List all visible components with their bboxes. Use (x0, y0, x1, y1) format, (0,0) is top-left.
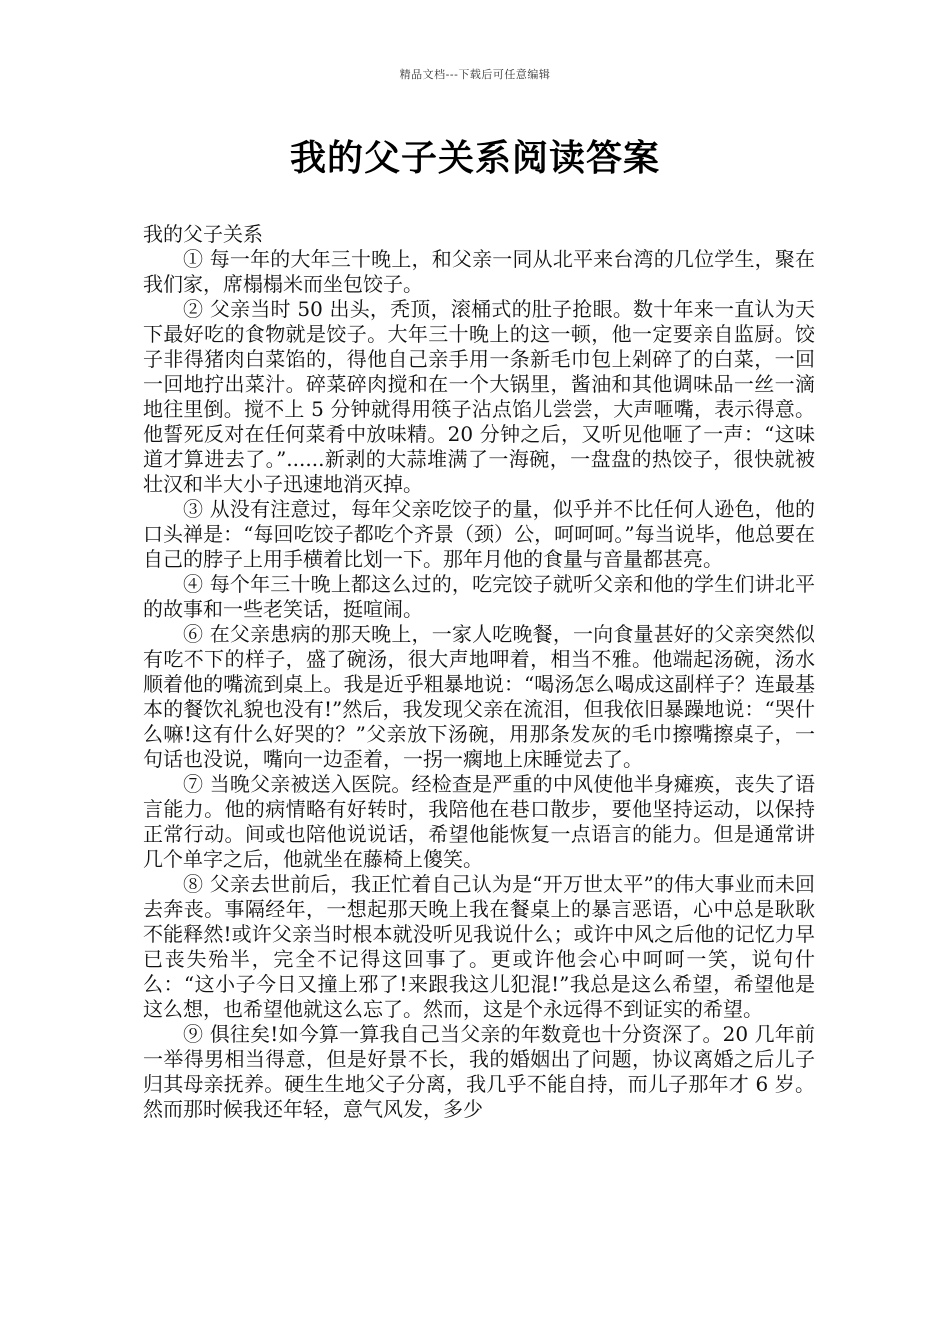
paragraph-8: ⑧ 父亲去世前后，我正忙着自己认为是“开万世太平”的伟大事业而未回去奔丧。事隔经年，一想起那天晚上我在餐桌上的暴言恶语，心中总是耿耿不能释然!或许父亲当时根本就没听见我说什么；或许中风之后他的记忆力早已丧失殆半，完全不记得这回事了。更或许他会心中呵呵一笑，说句什么：“这小子今日又撞上邪了!来跟我这儿犯混!”我总是这么希望，希望他是这么想，也希望他就这么忘了。然而，这是个永远得不到证实的希望。 (143, 872, 815, 1021)
header-note: 精品文档---下载后可任意编辑 (399, 68, 551, 81)
paragraph-2: ② 父亲当时 50 出头，秃顶，滚桶式的肚子抢眼。数十年来一直认为天下最好吃的食物就是饺子。大年三十晚上的这一顿，他一定要亲自监厨。饺子非得猪肉白菜馅的，得他自己亲手用一条新毛巾包上剁碎了的白菜，一回一回地拧出菜汁。碎菜碎肉搅和在一个大锅里，酱油和其他调味品一丝一滴地往里倒。搅不上 5 分钟就得用筷子沾点馅儿尝尝，大声咂嘴，表示得意。他誓死反对在任何菜肴中放味精。20 分钟之后，又听见他咂了一声：“这味道才算进去了。”......新剥的大蒜堆满了一海碗，一盘盘的热饺子，很快就被壮汉和半大小子迅速地消灭掉。 (143, 297, 815, 496)
document-title: 我的父子关系阅读答案 (289, 138, 660, 179)
paragraph-7: ⑦ 当晚父亲被送入医院。经检查是严重的中风使他半身瘫痪，丧失了语言能力。他的病情略有好转时，我陪他在巷口散步，要他坚持运动，以保持正常行动。间或也陪他说说话，希望他能恢复一点语言的能力。但是通常讲几个单字之后，他就坐在藤椅上傻笑。 (143, 772, 815, 871)
article-body (143, 222, 815, 1122)
paragraph-3: ③ 从没有注意过，每年父亲吃饺子的量，似乎并不比任何人逊色，他的口头禅是：“每回吃饺子都吃个齐景（颈）公，呵呵呵。”每当说毕，他总要在自己的脖子上用手横着比划一下。那年月他的食量与音量都甚亮。 (143, 497, 815, 571)
paragraph-6: ⑥ 在父亲患病的那天晚上，一家人吃晚餐，一向食量甚好的父亲突然似有吃不下的样子，盛了碗汤，很大声地呷着，相当不雅。他端起汤碗，汤水顺着他的嘴流到桌上。我是近乎粗暴地说：“喝汤怎么喝成这副样子？连最基本的餐饮礼貌也没有!”然后，我发现父亲在流泪，但我依旧暴躁地说：“哭什么嘛!这有什么好哭的？”父亲放下汤碗，用那条发灰的毛巾擦嘴擦桌子，一句话也没说，嘴向一边歪着，一拐一瘸地上床睡觉去了。 (143, 622, 815, 771)
article-subtitle: 我的父子关系 (143, 222, 263, 246)
paragraph-9: ⑨ 俱往矣!如今算一算我自己当父亲的年数竟也十分资深了。20 几年前一举得男相当得意，但是好景不长，我的婚姻出了问题，协议离婚之后儿子归其母亲抚养。硬生生地父子分离，我几乎不能自持，而儿子那年才 6 岁。然而那时候我还年轻，意气风发，多少 (143, 1022, 815, 1121)
paragraph-4: ④ 每个年三十晚上都这么过的，吃完饺子就听父亲和他的学生们讲北平的故事和一些老笑话，挺喧闹。 (143, 572, 815, 621)
paragraph-1: ① 每一年的大年三十晚上，和父亲一同从北平来台湾的几位学生，聚在我们家，席榻榻米而坐包饺子。 (143, 247, 815, 296)
